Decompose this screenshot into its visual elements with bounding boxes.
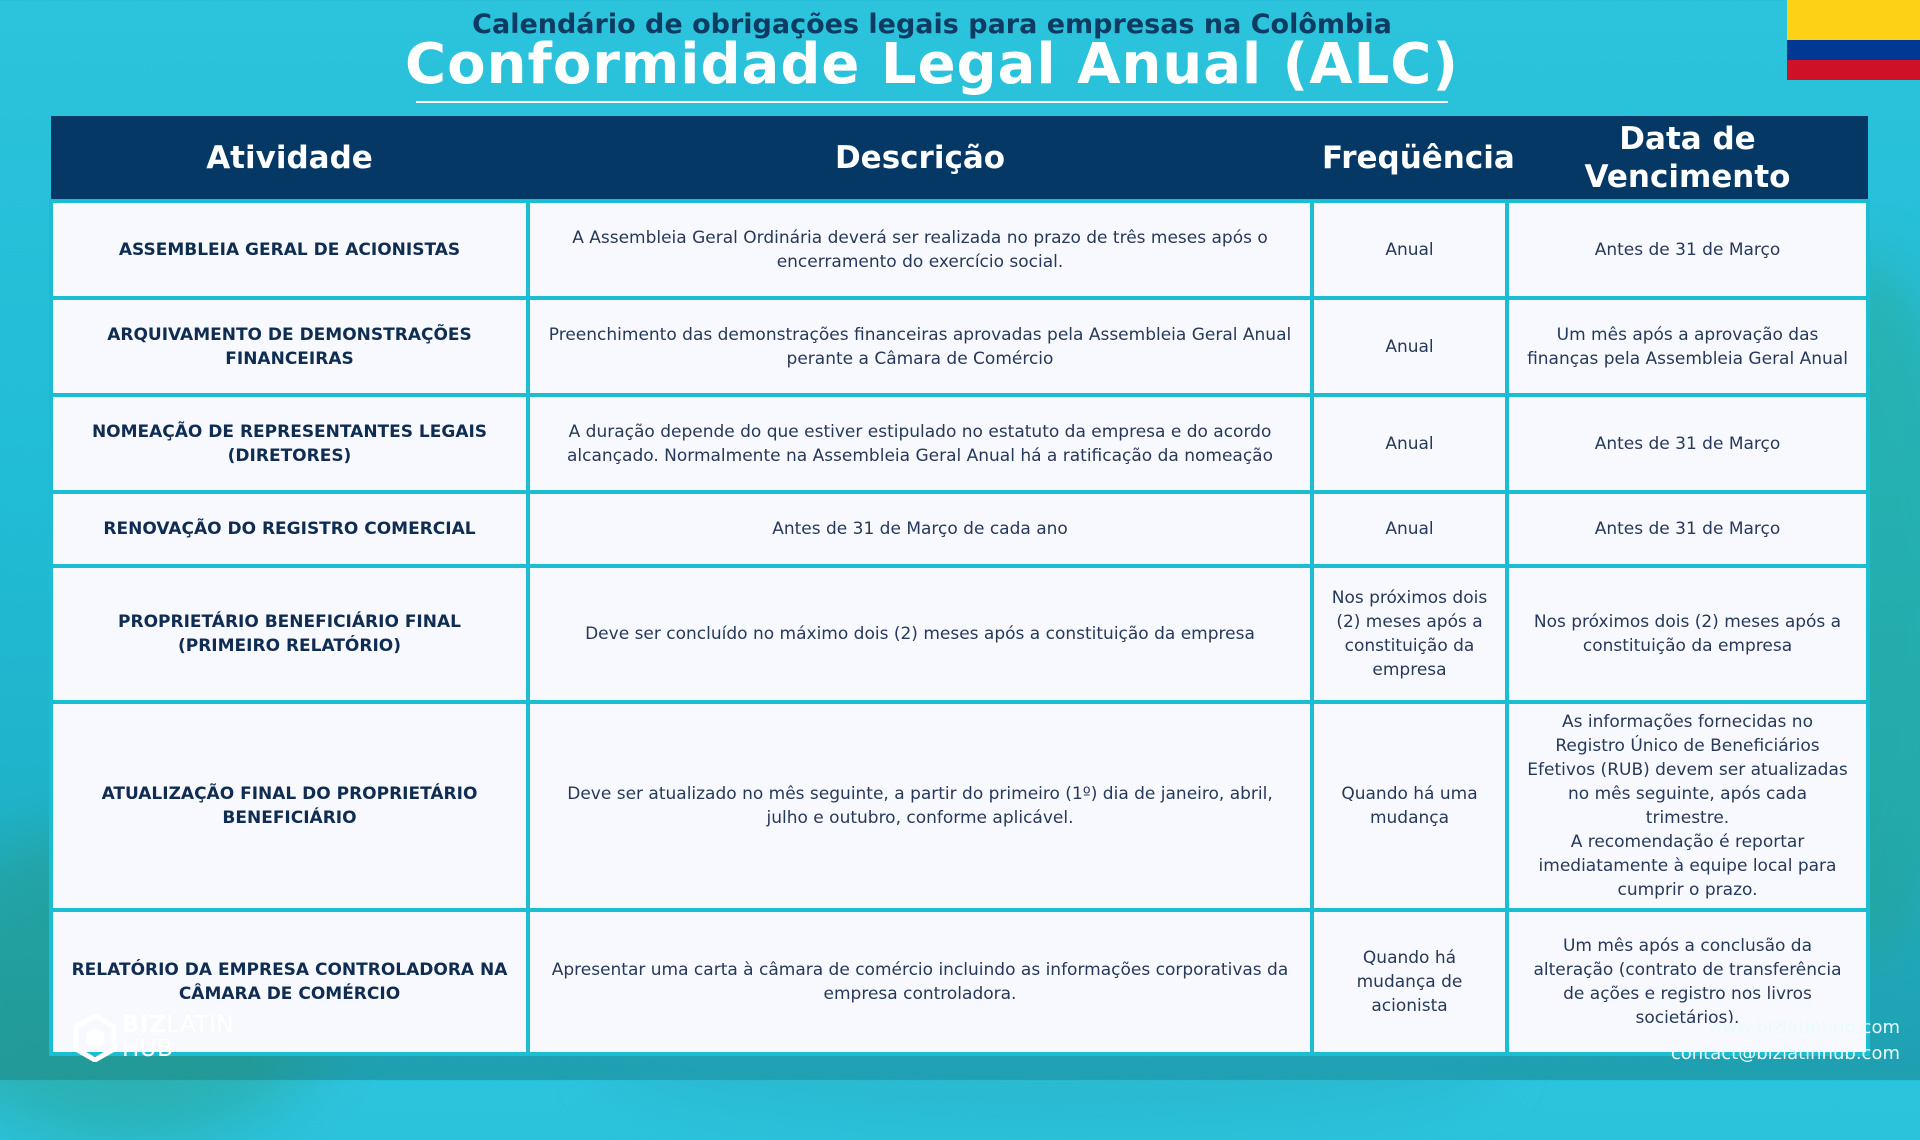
cell-due: Nos próximos dois (2) meses após a constituição da empresa xyxy=(1507,566,1868,702)
cell-activity: NOMEAÇÃO DE REPRESENTANTES LEGAIS (DIRETORES) xyxy=(51,395,528,492)
cell-frequency: Quando há mudança de acionista xyxy=(1312,910,1507,1054)
cell-due-recommendation: A recomendação é reportar imediatamente à equipe local para cumprir o prazo. xyxy=(1538,832,1837,900)
header-description: Descrição xyxy=(528,116,1312,201)
cell-due: Antes de 31 de Março xyxy=(1507,492,1868,566)
cell-frequency: Anual xyxy=(1312,492,1507,566)
table-row xyxy=(51,492,1868,566)
cell-due: Um mês após a aprovação das finanças pela Assembleia Geral Anual xyxy=(1507,298,1868,395)
header-due-line2: Vencimento xyxy=(1584,158,1791,195)
cell-due-text: As informações fornecidas no Registro Único de Beneficiários Efetivos (RUB) devem ser atualizadas no mês seguinte, após cada trimestre. xyxy=(1527,712,1848,828)
flag-stripe-yellow xyxy=(1787,0,1920,40)
logo-text-line1 xyxy=(122,1012,234,1038)
cell-description: Apresentar uma carta à câmara de comércio incluindo as informações corporativas da empresa controladora. xyxy=(528,910,1312,1054)
cell-frequency: Anual xyxy=(1312,395,1507,492)
cell-description: Preenchimento das demonstrações financeiras aprovadas pela Assembleia Geral Anual perante a Câmara de Comércio xyxy=(528,298,1312,395)
website-link[interactable]: www.bizlatinhub.com xyxy=(1707,1017,1900,1038)
header-due-line1: Data de xyxy=(1619,120,1756,157)
cell-frequency: Quando há uma mudança xyxy=(1312,702,1507,910)
table-row xyxy=(51,702,1868,910)
table-header-row xyxy=(51,116,1868,201)
contact-info xyxy=(1671,1015,1900,1067)
cell-activity: RELATÓRIO DA EMPRESA CONTROLADORA NA CÂMARA DE COMÉRCIO xyxy=(51,910,528,1054)
cell-due: Antes de 31 de Março xyxy=(1507,395,1868,492)
cell-activity: RENOVAÇÃO DO REGISTRO COMERCIAL xyxy=(51,492,528,566)
email-link[interactable]: contact@bizlatinhub.com xyxy=(1670,1043,1900,1064)
flag-stripe-red xyxy=(1787,60,1920,80)
cell-due: Antes de 31 de Março xyxy=(1507,201,1868,298)
bizlatinhub-logo xyxy=(73,1008,263,1068)
table-row xyxy=(51,201,1868,298)
flag-stripe-blue xyxy=(1787,40,1920,60)
cell-activity: ARQUIVAMENTO DE DEMONSTRAÇÕES FINANCEIRAS xyxy=(51,298,528,395)
header-frequency: Freqüência xyxy=(1312,116,1507,201)
page-subtitle: Calendário de obrigações legais para empresas na Colômbia xyxy=(472,9,1392,40)
cell-description: A duração depende do que estiver estipulado no estatuto da empresa e do acordo alcançado. Normalmente na Assembleia Geral Anual há a ratificação da nomeação xyxy=(528,395,1312,492)
logo-text-hub: HUB xyxy=(122,1036,174,1062)
cell-description: A Assembleia Geral Ordinária deverá ser realizada no prazo de três meses após o encerramento do exercício social. xyxy=(528,201,1312,298)
page-title: Conformidade Legal Anual (ALC) xyxy=(405,32,1459,97)
table-row xyxy=(51,566,1868,702)
table-row xyxy=(51,298,1868,395)
hexagon-logo-icon xyxy=(73,1014,117,1062)
table-row xyxy=(51,910,1868,1054)
compliance-table xyxy=(49,116,1870,1056)
cell-description: Deve ser atualizado no mês seguinte, a partir do primeiro (1º) dia de janeiro, abril, julho e outubro, conforme aplicável. xyxy=(528,702,1312,910)
cell-frequency: Anual xyxy=(1312,201,1507,298)
cell-description: Deve ser concluído no máximo dois (2) meses após a constituição da empresa xyxy=(528,566,1312,702)
cell-activity: PROPRIETÁRIO BENEFICIÁRIO FINAL (PRIMEIRO RELATÓRIO) xyxy=(51,566,528,702)
table-row xyxy=(51,395,1868,492)
cell-due xyxy=(1507,702,1868,910)
header-activity: Atividade xyxy=(51,116,528,201)
header-due-date xyxy=(1507,116,1868,201)
cell-activity: ATUALIZAÇÃO FINAL DO PROPRIETÁRIO BENEFICIÁRIO xyxy=(51,702,528,910)
colombia-flag-icon xyxy=(1787,0,1920,80)
logo-text-latin: LATIN xyxy=(166,1012,235,1038)
logo-text-biz: BIZ xyxy=(122,1012,167,1038)
cell-activity: ASSEMBLEIA GERAL DE ACIONISTAS xyxy=(51,201,528,298)
cell-description: Antes de 31 de Março de cada ano xyxy=(528,492,1312,566)
title-underline xyxy=(416,101,1448,103)
cell-frequency: Anual xyxy=(1312,298,1507,395)
cell-frequency: Nos próximos dois (2) meses após a constituição da empresa xyxy=(1312,566,1507,702)
cell-due: Um mês após a conclusão da alteração (contrato de transferência de ações e registro nos livros societários). xyxy=(1507,910,1868,1054)
